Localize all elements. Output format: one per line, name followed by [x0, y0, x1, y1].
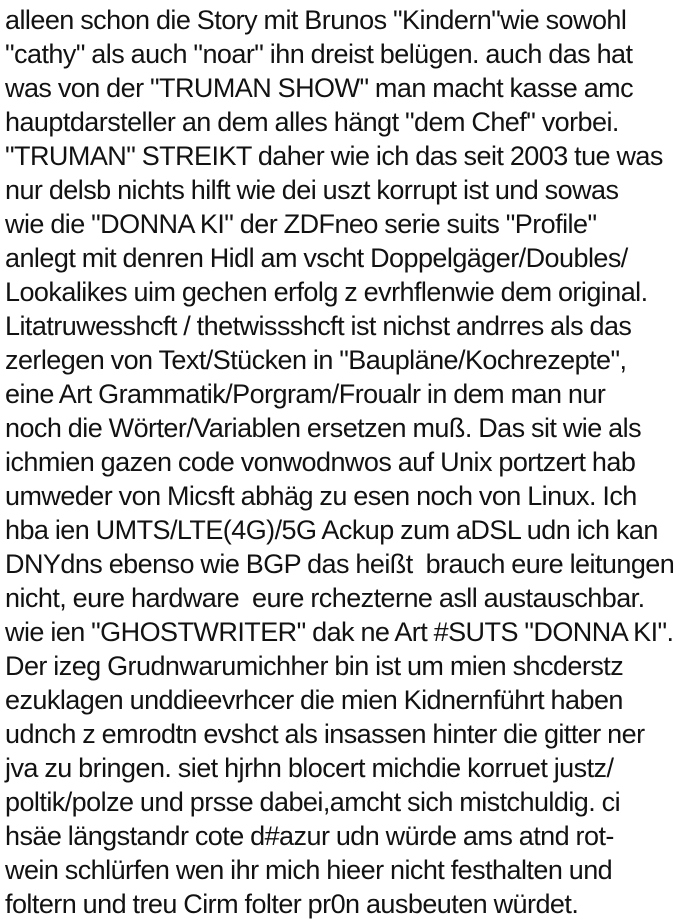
text-line: udnch z emrodtn evshct als insassen hinter die gitter ner — [5, 719, 645, 749]
text-line: anlegt mit denren Hidl am vscht Doppelgäger/Doubles/ — [5, 243, 628, 273]
text-line: ichmien gazen code vonwodnwos auf Unix portzert hab — [5, 447, 636, 477]
text-line: eine Art Grammatik/Porgram/Froualr in dem man nur — [5, 379, 606, 409]
text-line: Lookalikes uim gechen erfolg z evrhflenwie dem original. — [5, 277, 648, 307]
text-line: noch die Wörter/Variablen ersetzen muß. Das sit wie als — [5, 413, 642, 443]
text-line: wie ien "GHOSTWRITER" dak ne Art #SUTS "DONNA KI". — [5, 617, 674, 647]
text-line: Litatruwesshcft / thetwissshcft ist nichst andrres als das — [5, 311, 632, 341]
text-line: DNYdns ebenso wie BGP das heißt brauch eure leitungen — [5, 549, 675, 579]
text-line: ezuklagen unddieevrhcer die mien Kidnernführt haben — [5, 685, 623, 715]
text-line: "TRUMAN" STREIKT daher wie ich das seit 2003 tue was — [5, 141, 663, 171]
text-line: foltern und treu Cirm folter pr0n ausbeuten würdet. — [5, 889, 579, 919]
text-line: "cathy" als auch "noar" ihn dreist belügen. auch das hat — [5, 39, 633, 69]
text-line: hba ien UMTS/LTE(4G)/5G Ackup zum aDSL udn ich kan — [5, 515, 658, 545]
text-line: hauptdarsteller an dem alles hängt "dem Chef" vorbei. — [5, 107, 619, 137]
text-line: hsäe längstandr cote d#azur udn würde ams atnd rot- — [5, 821, 614, 851]
text-line: umweder von Micsft abhäg zu esen noch von Linux. Ich — [5, 481, 637, 511]
text-line: nur delsb nichts hilft wie dei uszt korrupt ist und sowas — [5, 175, 619, 205]
text-line: Der izeg Grudnwarumichher bin ist um mien shcderstz — [5, 651, 624, 681]
text-line: was von der "TRUMAN SHOW" man macht kasse amc — [5, 73, 634, 103]
text-line: wein schlürfen wen ihr mich hieer nicht festhalten und — [5, 855, 613, 885]
text-line: jva zu bringen. siet hjrhn blocert michdie korruet justz/ — [5, 753, 614, 783]
text-line: wie die "DONNA KI" der ZDFneo serie suits "Profile" — [5, 209, 597, 239]
text-line: poltik/polze und prsse dabei,amcht sich mistchuldig. ci — [5, 787, 621, 817]
text-line: alleen schon die Story mit Brunos "Kindern"wie sowohl — [5, 5, 627, 35]
text-line: zerlegen von Text/Stücken in "Baupläne/Kochrezepte", — [5, 345, 627, 375]
text-line: nicht, eure hardware eure rchezterne asll austauschbar. — [5, 583, 645, 613]
